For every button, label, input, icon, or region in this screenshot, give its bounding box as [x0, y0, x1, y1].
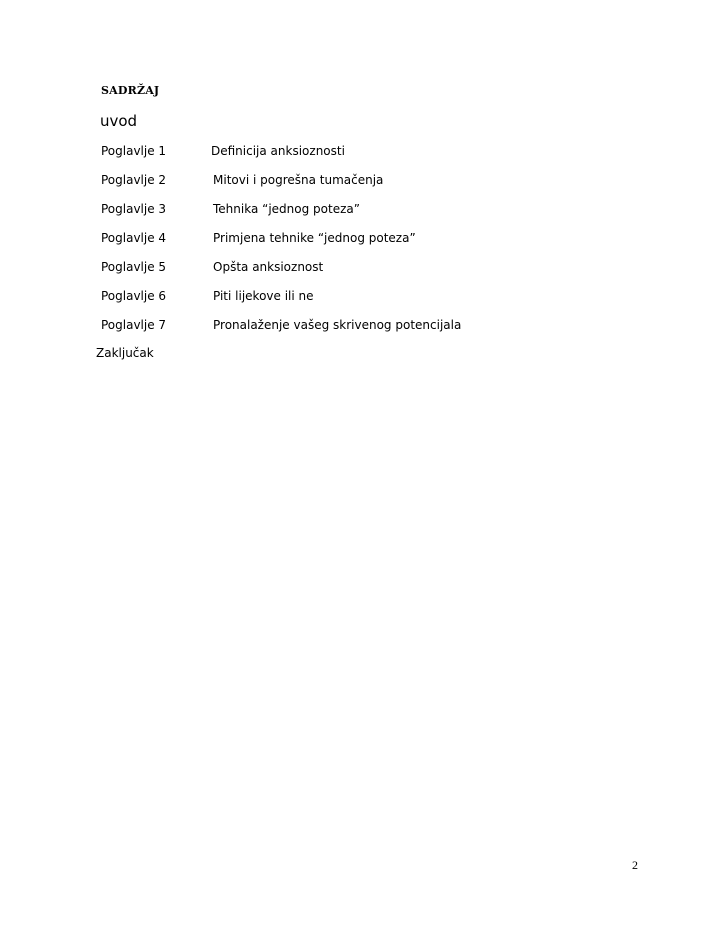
chapter-number: Poglavlje 2: [101, 173, 167, 187]
toc-intro-entry: uvod: [100, 112, 138, 130]
chapter-title: Definicija anksioznosti: [211, 144, 345, 158]
chapter-number: Poglavlje 5: [101, 260, 167, 274]
toc-row-chapter-2: [101, 173, 561, 191]
toc-row-chapter-6: [101, 289, 561, 307]
toc-row-chapter-4: [101, 231, 561, 249]
toc-row-chapter-5: [101, 260, 561, 278]
toc-row-chapter-3: [101, 202, 561, 220]
chapter-title: Mitovi i pogrešna tumačenja: [213, 173, 384, 187]
chapter-number: Poglavlje 6: [101, 289, 167, 303]
chapter-number: Poglavlje 4: [101, 231, 167, 245]
chapter-number: Poglavlje 1: [101, 144, 167, 158]
toc-row-chapter-1: [101, 144, 561, 162]
chapter-title: Piti lijekove ili ne: [213, 289, 314, 303]
chapter-title: Opšta anksioznost: [213, 260, 324, 274]
chapter-title: Pronalaženje vašeg skrivenog potencijala: [213, 318, 462, 332]
toc-conclusion-entry: Zaključak: [96, 346, 154, 360]
chapter-number: Poglavlje 3: [101, 202, 167, 216]
chapter-title: Primjena tehnike “jednog poteza”: [213, 231, 416, 245]
toc-heading: SADRŽAJ: [101, 84, 160, 97]
chapter-title: Tehnika “jednog poteza”: [213, 202, 360, 216]
toc-row-chapter-7: [101, 318, 561, 336]
page-number: 2: [632, 858, 638, 872]
chapter-number: Poglavlje 7: [101, 318, 167, 332]
